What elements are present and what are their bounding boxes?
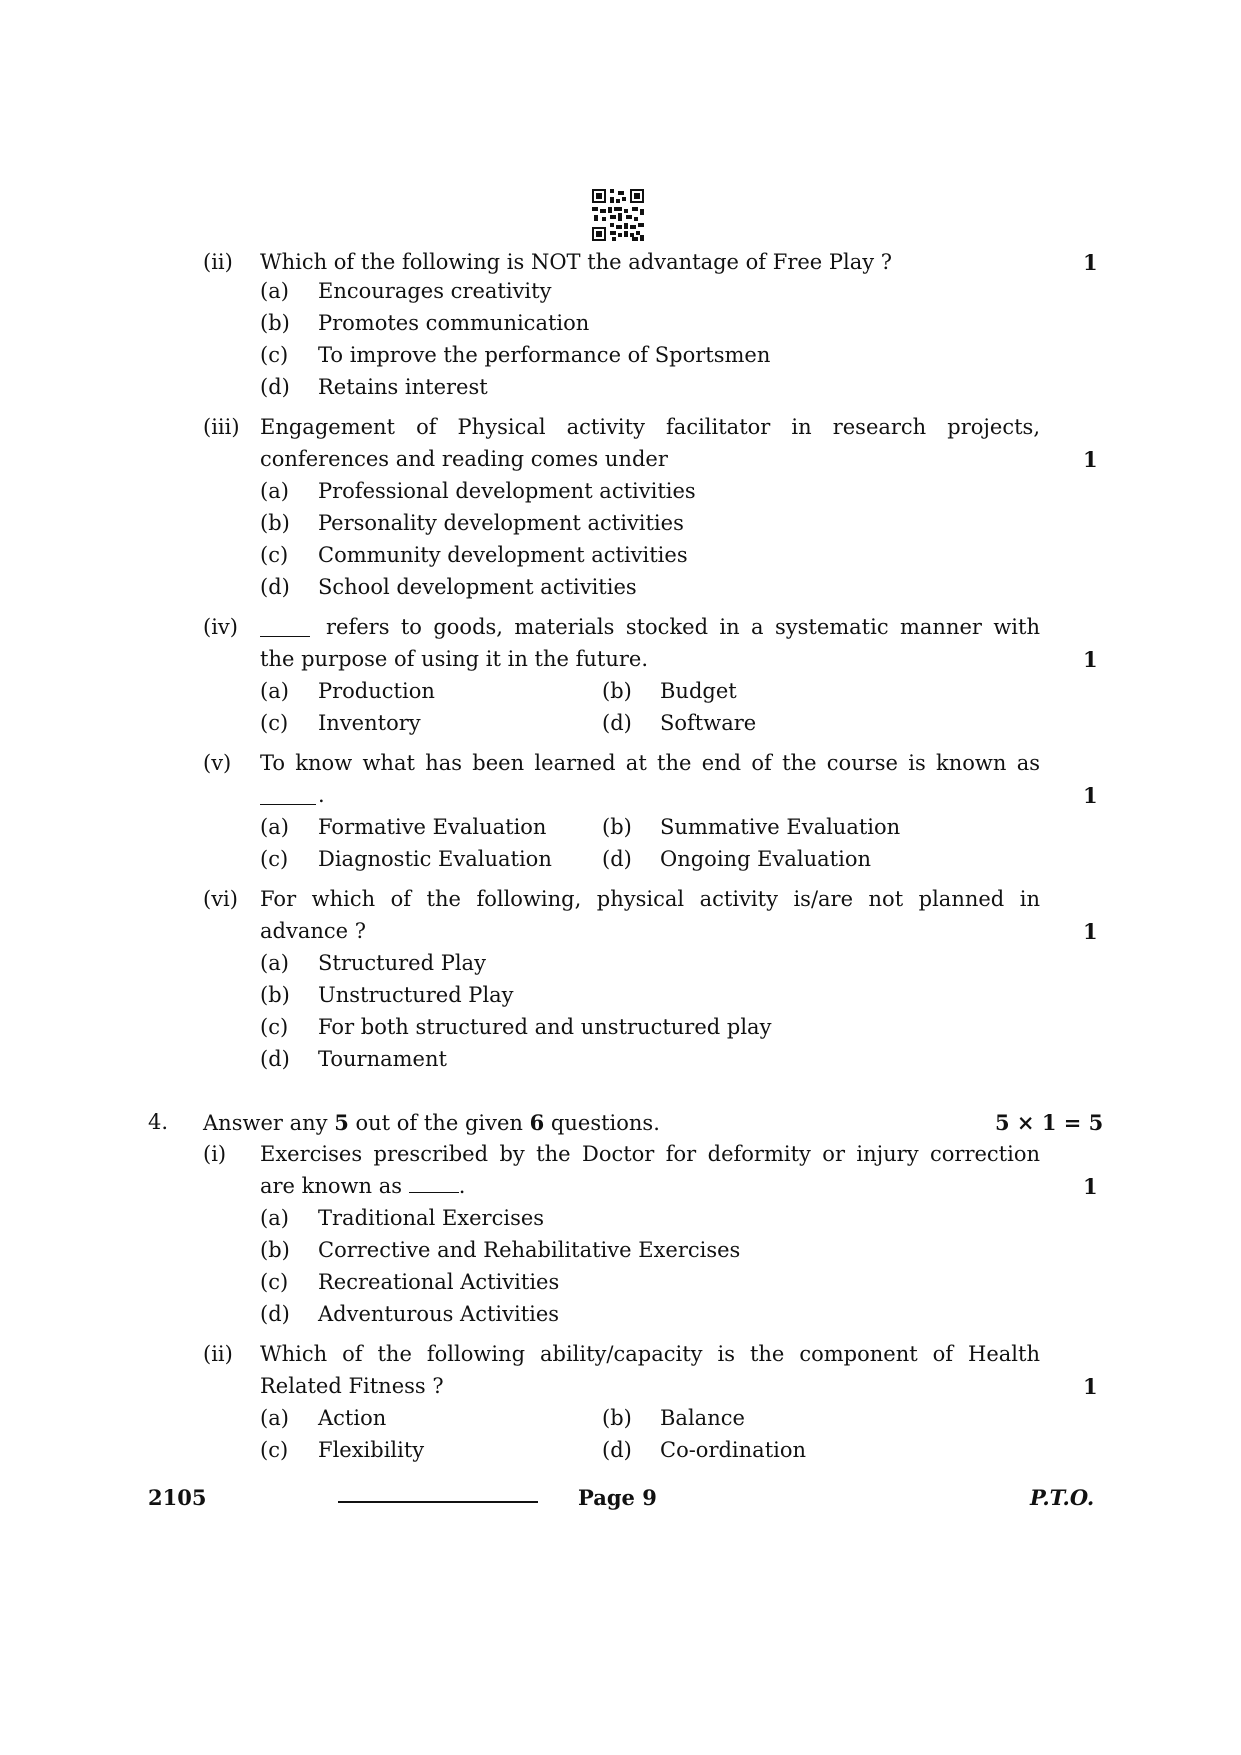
option-label: (d) [602, 711, 632, 735]
option-text: Production [318, 679, 435, 703]
option-label: (c) [260, 543, 289, 567]
option-text: Action [318, 1406, 387, 1430]
option-text: Summative Evaluation [660, 815, 901, 839]
option-label: (a) [260, 679, 289, 703]
option-label: (d) [260, 575, 290, 599]
option-label: (d) [260, 1302, 290, 1326]
pto-label: P.T.O. [1030, 1485, 1095, 1510]
question-mark: 1 [1083, 1374, 1098, 1399]
option-text: Adventurous Activities [318, 1302, 560, 1326]
option-text: Recreational Activities [318, 1270, 560, 1294]
option-text: Traditional Exercises [318, 1206, 545, 1230]
option-label: (a) [260, 1406, 289, 1430]
option-text: Ongoing Evaluation [660, 847, 871, 871]
option-text: Balance [660, 1406, 745, 1430]
question-number: (ii) [203, 1342, 233, 1366]
question-number: 4. [148, 1110, 169, 1134]
fill-in-blank [260, 635, 310, 637]
option-text: Diagnostic Evaluation [318, 847, 552, 871]
option-label: (a) [260, 479, 289, 503]
question-number: (vi) [203, 887, 238, 911]
option-label: (c) [260, 847, 289, 871]
option-text: School development activities [318, 575, 637, 599]
page-number: Page 9 [578, 1485, 657, 1510]
option-text: Budget [660, 679, 737, 703]
question-text: For which of the following, physical activity is/are not planned in [260, 887, 1040, 911]
option-text: For both structured and unstructured play [318, 1015, 772, 1039]
question-mark: 1 [1083, 250, 1098, 275]
option-text: Promotes communication [318, 311, 590, 335]
paper-code: 2105 [148, 1485, 207, 1510]
option-label: (a) [260, 815, 289, 839]
option-text: Formative Evaluation [318, 815, 547, 839]
question-text: To know what has been learned at the end of the course is known as [260, 751, 1040, 775]
question-mark: 1 [1083, 919, 1098, 944]
option-text: Professional development activities [318, 479, 696, 503]
option-text: Corrective and Rehabilitative Exercises [318, 1238, 741, 1262]
question-number: (i) [203, 1142, 227, 1166]
option-label: (a) [260, 279, 289, 303]
question-text-cont: are known as . [260, 1174, 466, 1198]
option-label: (b) [260, 311, 290, 335]
option-label: (c) [260, 1270, 289, 1294]
question-text: Exercises prescribed by the Doctor for deformity or injury correction [260, 1142, 1040, 1166]
question-number: (v) [203, 751, 232, 775]
question-instruction: Answer any 5 out of the given 6 questions. [203, 1110, 660, 1135]
question-text: Which of the following is NOT the advantage of Free Play ? [260, 250, 893, 274]
question-text: Which of the following ability/capacity is the component of Health [260, 1342, 1040, 1366]
option-label: (d) [260, 375, 290, 399]
question-text-cont: the purpose of using it in the future. [260, 647, 649, 671]
option-text: Structured Play [318, 951, 486, 975]
option-text: Co-ordination [660, 1438, 807, 1462]
question-text-cont: conferences and reading comes under [260, 447, 668, 471]
option-label: (d) [602, 1438, 632, 1462]
option-text: Unstructured Play [318, 983, 514, 1007]
option-text: Inventory [318, 711, 421, 735]
question-mark: 1 [1083, 783, 1098, 808]
footer-divider [338, 1501, 538, 1503]
question-mark: 1 [1083, 447, 1098, 472]
option-label: (b) [260, 983, 290, 1007]
question-mark: 1 [1083, 1174, 1098, 1199]
option-text: Flexibility [318, 1438, 425, 1462]
question-text-cont: Related Fitness ? [260, 1374, 444, 1398]
option-label: (a) [260, 951, 289, 975]
question-marks: 5 × 1 = 5 [995, 1110, 1104, 1135]
option-label: (d) [260, 1047, 290, 1071]
question-text-cont: . [318, 783, 325, 807]
question-number: (iv) [203, 615, 238, 639]
question-text-cont: advance ? [260, 919, 366, 943]
option-text: Encourages creativity [318, 279, 552, 303]
option-text: Retains interest [318, 375, 488, 399]
option-text: Tournament [318, 1047, 447, 1071]
option-label: (b) [602, 1406, 632, 1430]
option-label: (c) [260, 1438, 289, 1462]
option-label: (b) [602, 815, 632, 839]
option-label: (b) [260, 511, 290, 535]
qr-code-icon [592, 189, 644, 241]
question-number: (ii) [203, 250, 233, 274]
question-text: Engagement of Physical activity facilitator in research projects, [260, 415, 1040, 439]
option-label: (b) [260, 1238, 290, 1262]
option-text: To improve the performance of Sportsmen [318, 343, 771, 367]
option-label: (d) [602, 847, 632, 871]
option-label: (a) [260, 1206, 289, 1230]
option-label: (c) [260, 711, 289, 735]
option-label: (c) [260, 1015, 289, 1039]
fill-in-blank [260, 803, 316, 805]
question-number: (iii) [203, 415, 240, 439]
option-text: Personality development activities [318, 511, 684, 535]
option-text: Software [660, 711, 757, 735]
option-label: (b) [602, 679, 632, 703]
option-label: (c) [260, 343, 289, 367]
question-mark: 1 [1083, 647, 1098, 672]
question-text: refers to goods, materials stocked in a systematic manner with [326, 615, 1040, 639]
option-text: Community development activities [318, 543, 688, 567]
